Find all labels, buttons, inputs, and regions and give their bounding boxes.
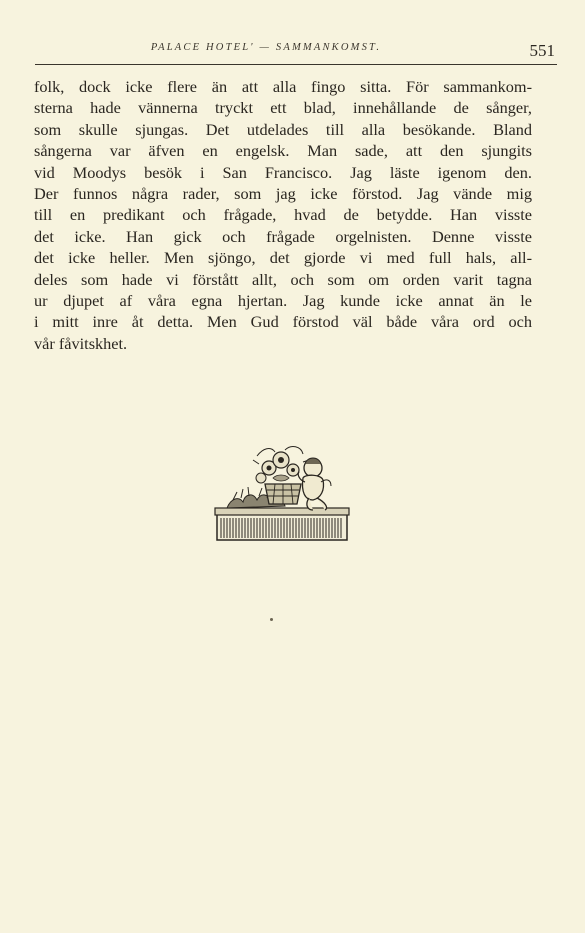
text-line: sterna hade vännerna tryckt ett blad, innehållande de sånger, <box>34 98 532 118</box>
text-line: till en predikant och frågade, hvad de betydde. Han visste <box>34 205 532 225</box>
cherub-vignette-icon <box>213 438 351 549</box>
stray-mark <box>270 618 273 621</box>
text-line: ur djupet af våra egna hjertan. Jag kunde icke annat än le <box>34 291 532 311</box>
text-line: deles som hade vi förstått allt, och som om orden varit tagna <box>34 269 532 289</box>
running-head: PALACE HOTEL' — SAMMANKOMST. <box>150 42 382 53</box>
text-line: Der funnos några rader, som jag icke förstod. Jag vände mig <box>34 184 532 204</box>
body-paragraph <box>34 76 532 354</box>
text-line: folk, dock icke flere än att alla fingo sitta. För sammankom- <box>34 77 532 96</box>
text-line: vår fåvitskhet. <box>34 333 128 353</box>
text-line: i mitt inre åt detta. Men Gud förstod väl både våra ord och <box>34 312 532 332</box>
text-line: det icke heller. Men sjöngo, det gjorde vi med full hals, all- <box>34 248 532 268</box>
page-number: 551 <box>529 41 555 60</box>
text-line: det icke. Han gick och frågade orgelnisten. Denne visste <box>34 226 532 246</box>
text-line: sångerna var äfven en engelsk. Man sade, att den sjungits <box>34 141 532 161</box>
text-line: som skulle sjungas. Det utdelades till alla besökande. Bland <box>34 119 532 139</box>
text-line: vid Moodys besök i San Francisco. Jag läste igenom den. <box>34 162 532 182</box>
page-header <box>35 38 557 68</box>
header-rule <box>35 64 557 65</box>
